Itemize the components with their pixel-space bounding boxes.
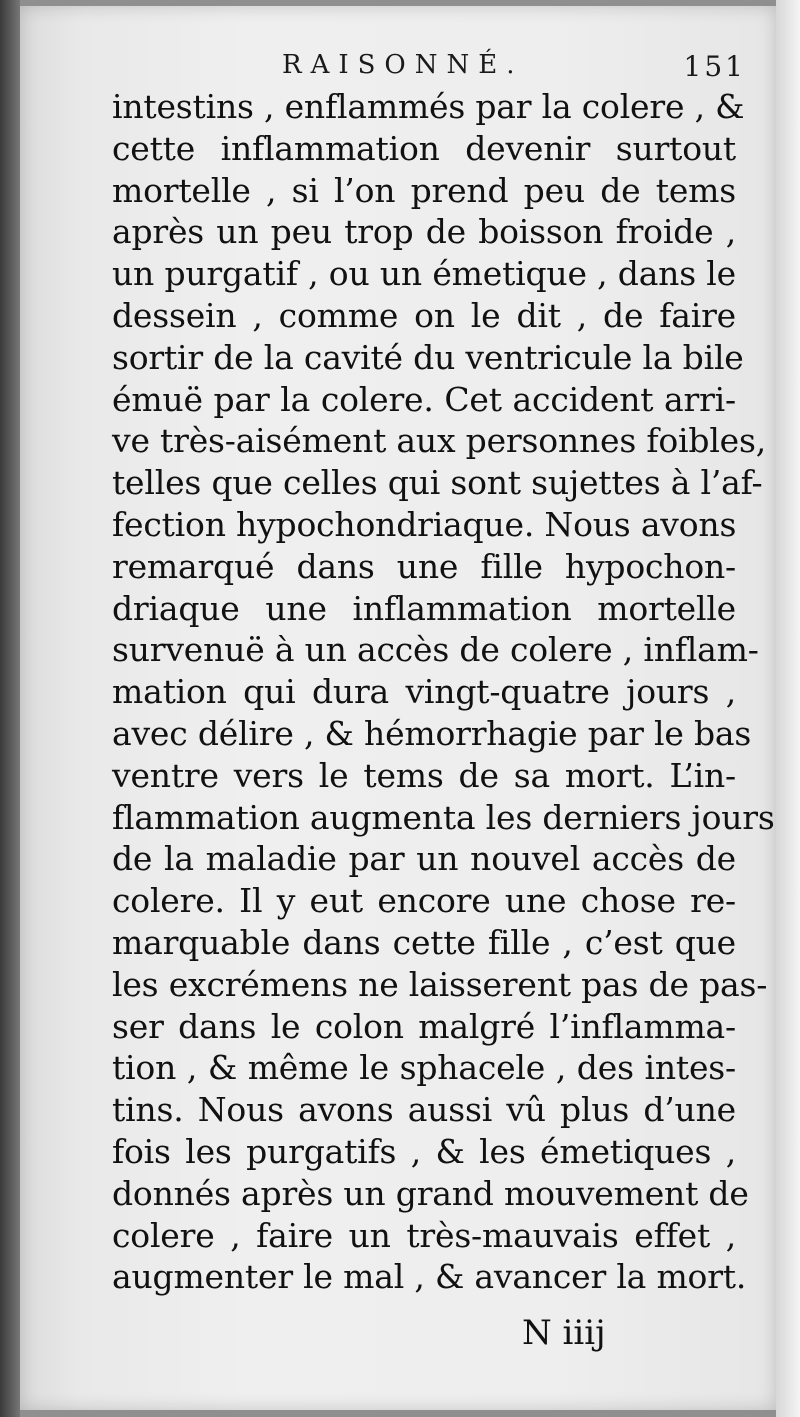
text-line: colere. Il y eut encore une chose re-	[112, 881, 736, 921]
text-line: marquable dans cette fille , c’est que	[112, 922, 736, 962]
text-line: après un peu trop de boisson froide ,	[112, 212, 736, 252]
text-line: remarqué dans une fille hypochon-	[112, 546, 736, 586]
text-line: cette inflammation devenir surtout	[112, 128, 736, 168]
text-line: colere , faire un très-mauvais effet ,	[112, 1215, 736, 1255]
text-line: augmenter le mal , & avancer la mort.	[112, 1257, 747, 1297]
text-line: fois les purgatifs , & les émetiques ,	[112, 1131, 736, 1171]
text-line: tins. Nous avons aussi vû plus d’une	[112, 1090, 736, 1130]
signature-mark: N iiij	[522, 1313, 606, 1353]
text-line: tion , & même le sphacele , des intes-	[112, 1048, 736, 1088]
running-head: RAISONNÉ.	[282, 50, 524, 80]
text-line: mation qui dura vingt-quatre jours ,	[112, 672, 736, 712]
text-line: mortelle , si l’on prend peu de tems	[112, 170, 736, 210]
binding-gutter	[0, 0, 20, 1417]
text-line: les excrémens ne laisserent pas de pas-	[112, 964, 768, 1004]
text-line: fection hypochondriaque. Nous avons	[112, 504, 737, 544]
text-line: de la maladie par un nouvel accès de	[112, 839, 736, 879]
text-line: survenuë à un accès de colere , inflam-	[112, 630, 759, 670]
body-text	[112, 86, 775, 1298]
text-line: driaque une inflammation mortelle	[112, 588, 736, 628]
text-line: dessein , comme on le dit , de faire	[112, 295, 736, 335]
text-line: flammation augmenta les derniers jours	[112, 797, 775, 837]
page-edge	[776, 0, 800, 1417]
text-line: telles que celles qui sont sujettes à l’af-	[112, 463, 763, 503]
text-line: intestins , enflammés par la colere , &	[112, 87, 745, 126]
text-line: ventre vers le tems de sa mort. L’in-	[112, 755, 736, 795]
text-line: donnés après un grand mouvement de	[112, 1173, 749, 1213]
page-number: 151	[683, 50, 746, 83]
text-line: sortir de la cavité du ventricule la bile	[112, 337, 744, 377]
text-line: un purgatif , ou un émetique , dans le	[112, 254, 736, 294]
text-line: ve très-aisément aux personnes foibles,	[112, 421, 767, 461]
text-line: ser dans le colon malgré l’inflamma-	[112, 1006, 736, 1046]
text-line: émuë par la colere. Cet accident arri-	[112, 379, 736, 419]
text-line: avec délire , & hémorrhagie par le bas	[112, 713, 752, 753]
